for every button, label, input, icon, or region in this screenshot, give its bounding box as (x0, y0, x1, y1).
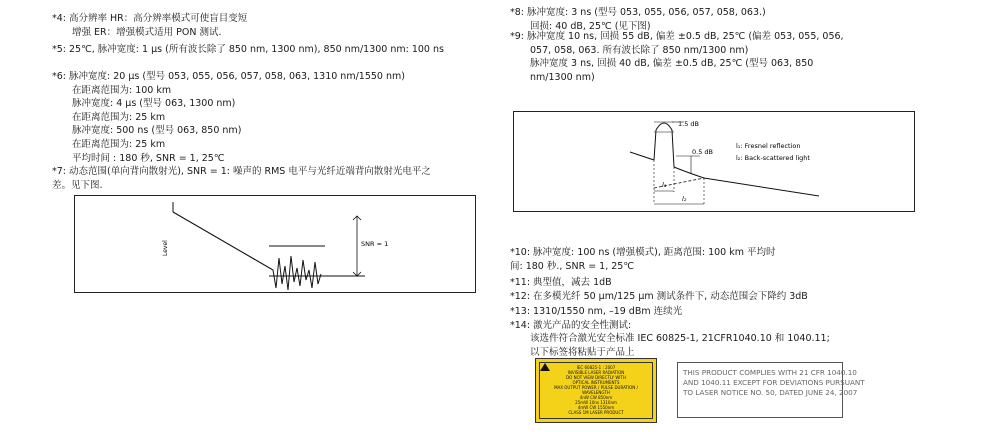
note-9-line4: nm/1300 nm) (530, 71, 595, 83)
note-14-line1: *14: 激光产品的安全性测试: (510, 319, 632, 331)
note-13: *13: 1310/1550 nm, –19 dBm 连续光 (510, 306, 683, 317)
note-10 (510, 246, 776, 273)
note-9-line2: 057, 058, 063. 所有波长除了 850 nm/1300 nm) (530, 44, 749, 56)
note-6-line5: 脉冲宽度: 500 ns (型号 063, 850 nm) (72, 125, 242, 137)
compliance-line2: AND 1040.11 EXCEPT FOR DEVIATIONS PURSUANT (683, 378, 865, 387)
fresnel-figure (513, 111, 915, 212)
snr-label: SNR = 1 (361, 240, 389, 248)
note-11-12 (510, 276, 808, 303)
warning-label-text: IEC 60825-1 : 2007 INVISIBLE LASER RADIATION DO NOT VIEW DIRECTLY WITH OPTICAL INSTRUMENTS MAX OUTPUT POWER / PULSE DURATION / WAVELENGTH 4nW CW 850nm 25mW 10ns 1310nm 4mW CW 1550nm CLASS 1M LASER PRODUCT (539, 362, 653, 419)
note-7-line2: 差。见下图. (52, 179, 103, 191)
label-0-5-db: 0.5 dB (692, 148, 713, 156)
note-9-line1: *9: 脉冲宽度 10 ns, 回损 55 dB, 偏差 ±0.5 dB, 25℃ (偏差 053, 055, 056, (510, 31, 844, 42)
note-10-line1: *10: 脉冲宽度: 100 ns (增强模式), 距离范围: 100 km 平均时 (510, 247, 776, 258)
note-6 (52, 70, 405, 165)
label-1-5-db: 1.5 dB (678, 120, 699, 128)
dynamic-range-diagram (75, 196, 475, 292)
note-6-line3: 脉冲宽度: 4 μs (型号 063, 1300 nm) (72, 98, 236, 110)
compliance-label (677, 362, 865, 418)
note-6-line7: 平均时间 : 180 秒, SNR = 1, 25℃ (72, 152, 225, 164)
note-6-line4: 在距离范围为: 25 km (72, 111, 166, 123)
note-7-line1: *7: 动态范围(单向背向散射光), SNR = 1: 噪声的 RMS 电平与光纤近端背向散射光电平之 (52, 166, 431, 177)
note-5-text: *5: 25℃, 脉冲宽度: 1 μs (所有波长除了 850 nm, 1300 nm), 850 nm/1300 nm: 100 ns (52, 44, 444, 55)
dynamic-range-figure (74, 195, 476, 293)
level-axis-label: Level (162, 240, 169, 256)
note-6-line1: *6: 脉冲宽度: 20 μs (型号 053, 055, 056, 057, 058, 063, 1310 nm/1550 nm) (52, 71, 405, 82)
fresnel-diagram (514, 112, 914, 211)
note-14-line3: 以下标签将粘贴于产品上 (530, 346, 635, 358)
note-8-line1: *8: 脉冲宽度: 3 ns (型号 053, 055, 056, 057, 058, 063.) (510, 7, 766, 18)
note-10-line2: 间: 180 秒., SNR = 1, 25℃ (510, 260, 635, 272)
label-l2: l₂ (682, 195, 687, 203)
note-4-line1: *4: 高分辨率 HR：高分辨率模式可使盲目变短 (52, 13, 248, 24)
compliance-line3: TO LASER NOTICE NO. 50, DATED JUNE 24, 2007 (683, 388, 858, 397)
note-6-line2: 在距离范围为: 100 km (72, 84, 172, 96)
legend-fresnel: l₁: Fresnel reflection (736, 142, 801, 150)
note-8-line2: 回损: 40 dB, 25℃ (见下图) (530, 20, 651, 32)
legend-backscatter: l₂: Back-scattered light (736, 154, 810, 162)
label-l1: l₁ (662, 181, 667, 189)
note-4-line2: 增强 ER：增强模式适用 PON 测试. (72, 26, 222, 38)
note-13-14 (510, 305, 830, 359)
note-4 (52, 12, 247, 39)
note-6-line6: 在距离范围为: 25 km (72, 138, 166, 150)
note-12: *12: 在多模光纤 50 μm/125 μm 测试条件下, 动态范围会下降约 3dB (510, 290, 808, 302)
compliance-line1: THIS PRODUCT COMPLIES WITH 21 CFR 1040.10 (683, 368, 857, 377)
note-9-line3: 脉冲宽度 3 ns, 回损 40 dB, 偏差 ±0.5 dB, 25℃ (型号 063, 850 (530, 58, 814, 70)
note-11: *11: 典型值，减去 1dB (510, 277, 612, 288)
note-14-line2: 该选件符合激光安全标准 IEC 60825-1, 21CFR1040.10 和 1040.11; (530, 333, 830, 345)
note-7 (52, 165, 431, 192)
note-5 (52, 43, 444, 57)
note-9 (510, 30, 844, 84)
laser-warning-label (535, 358, 657, 423)
